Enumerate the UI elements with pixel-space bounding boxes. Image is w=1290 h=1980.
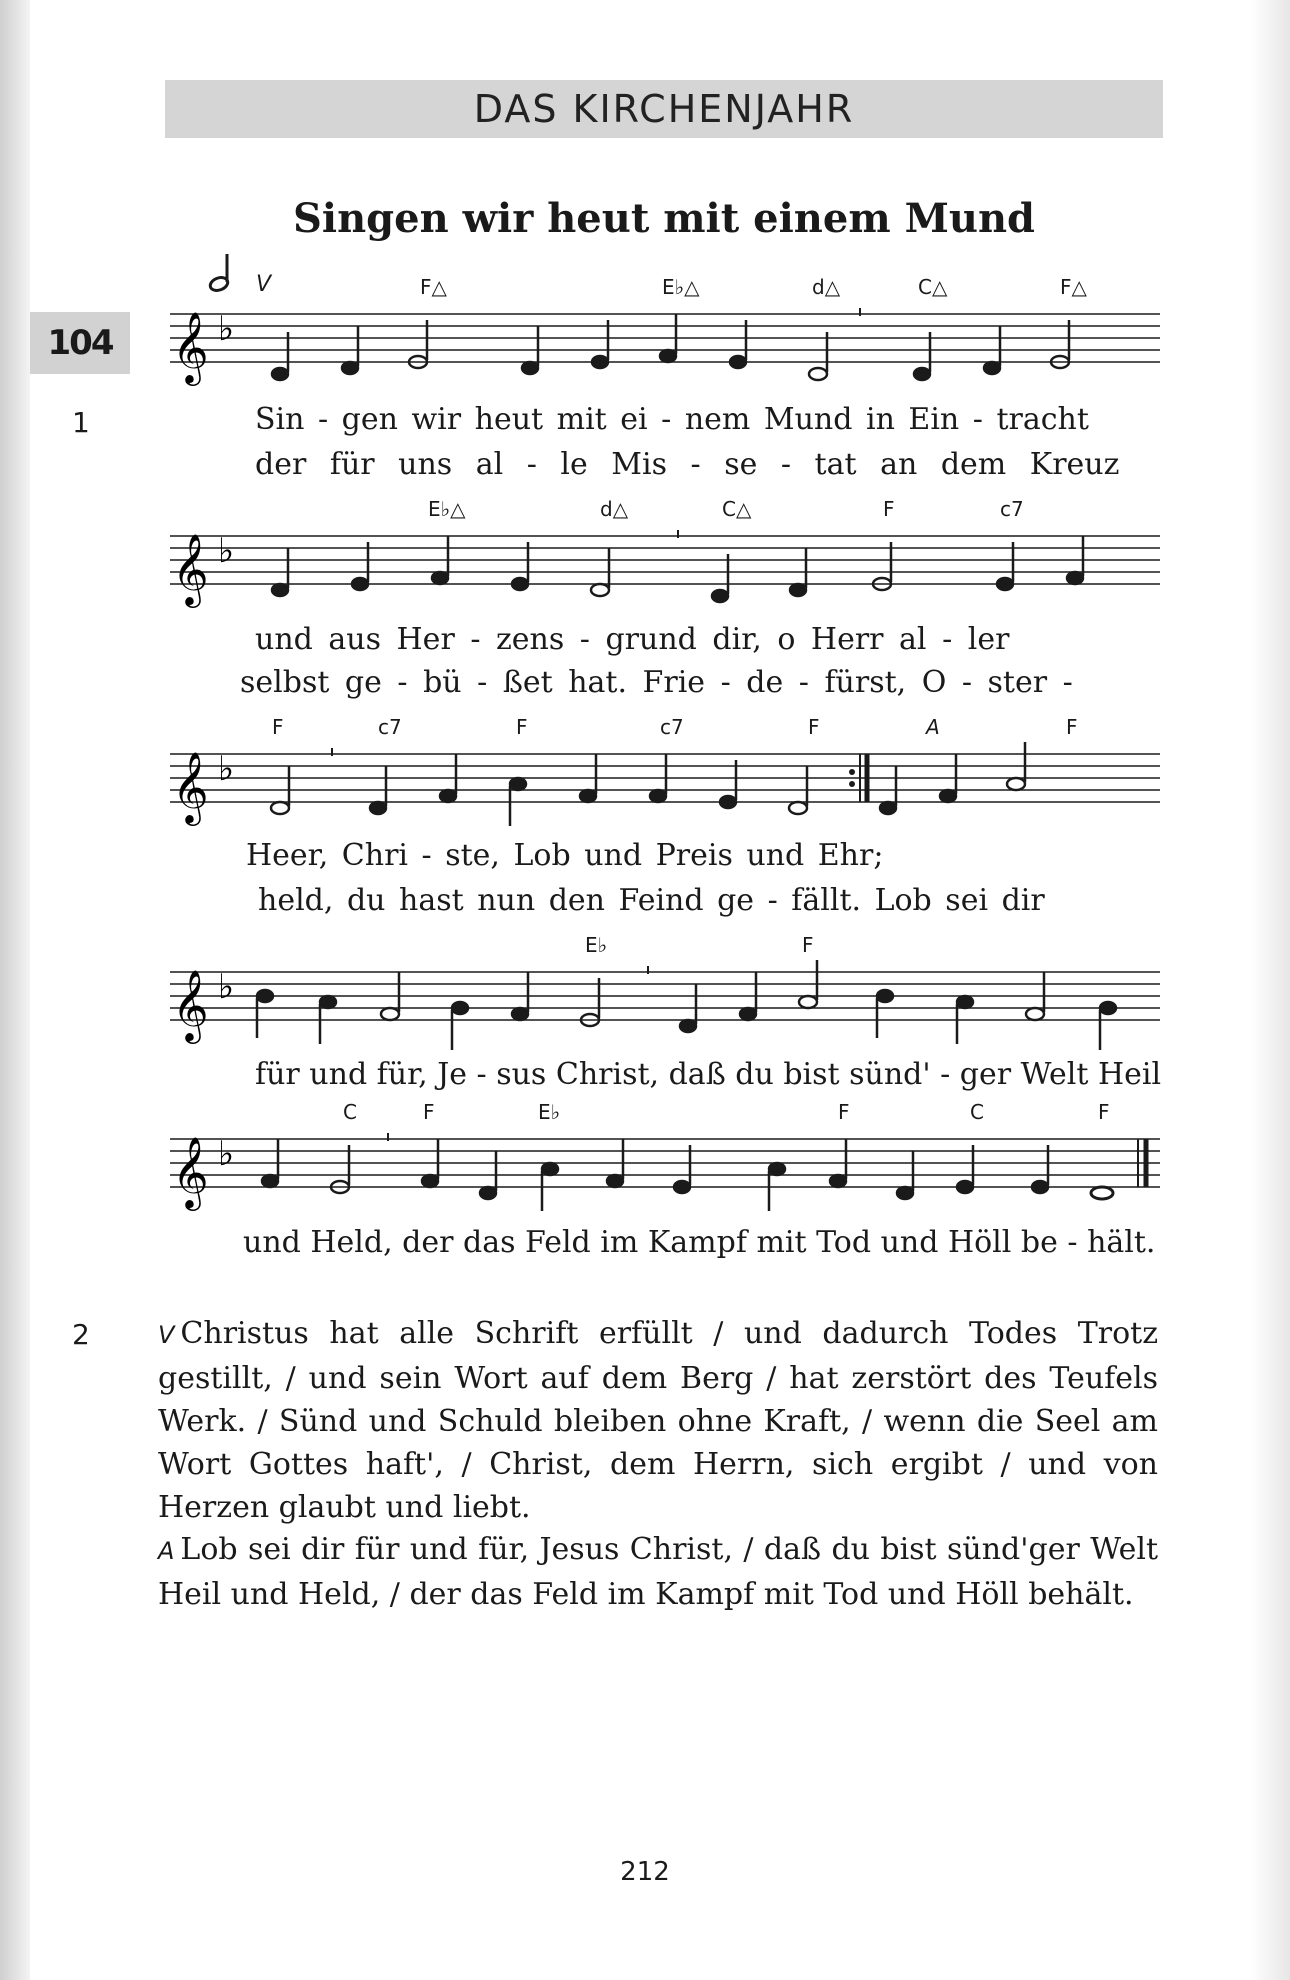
svg-text:𝄞: 𝄞	[172, 750, 209, 823]
chord-3-4: c7	[660, 715, 684, 739]
lyric-line-1a: Sin - gen wir heut mit ei - nem Mund in Ein - tracht	[255, 402, 1089, 437]
page-number: 212	[620, 1857, 670, 1887]
voice-mark-a: A	[158, 1537, 175, 1565]
svg-text:𝄞: 𝄞	[172, 1135, 209, 1208]
chord-1-1: F△	[420, 275, 447, 299]
chord-5-1: C	[343, 1100, 357, 1124]
lyric-line-1b: der für uns al - le Mis - se - tat an dem Kreuz	[255, 447, 1120, 482]
chord-3-1: F	[272, 715, 284, 739]
staff-system-4	[170, 958, 1160, 1048]
chord-5-6: F	[1098, 1100, 1110, 1124]
svg-text:♭: ♭	[218, 1134, 235, 1174]
chord-3-2: c7	[378, 715, 402, 739]
svg-text:♭: ♭	[218, 967, 235, 1007]
chord-4-1: E♭	[585, 933, 608, 957]
chord-2-1: E♭△	[428, 497, 466, 521]
half-note-tempo-icon	[205, 252, 245, 292]
chord-5-5: C	[970, 1100, 984, 1124]
song-number-badge: 104	[30, 312, 130, 374]
chord-3-7: F	[1066, 715, 1078, 739]
chord-1-3: d△	[812, 275, 841, 299]
treble-clef-icon: 𝄞	[172, 310, 209, 383]
verse-2-text	[158, 1312, 1158, 1529]
lyric-line-5: und Held, der das Feld im Kampf mit Tod und Höll be - hält.	[243, 1225, 1156, 1260]
flat-key-signature-icon: ♭	[218, 309, 235, 349]
chord-2-2: d△	[600, 497, 629, 521]
svg-text:𝄞: 𝄞	[172, 532, 209, 605]
staff-system-5	[170, 1125, 1160, 1215]
chord-1-5: F△	[1060, 275, 1087, 299]
staff-system-1	[170, 300, 1160, 390]
song-title: Singen wir heut mit einem Mund	[293, 195, 1035, 242]
voice-mark-v: V	[256, 272, 272, 297]
verse-2-body: Christus hat alle Schrift erfüllt / und dadurch Todes Trotz gestillt, / und sein Wort auf dem Berg / hat zerstört des Teufels Werk. / Sünd und Schuld bleiben ohne Kraft, / wenn die Seel am Wort Gottes haft', / Christ, dem Herrn, sich ergibt / und von Herzen glaubt und liebt.	[158, 1316, 1158, 1525]
lyric-line-3a: Heer, Chri - ste, Lob und Preis und Ehr;	[246, 838, 884, 873]
binding-gutter	[0, 0, 30, 1980]
chord-5-3: E♭	[538, 1100, 561, 1124]
chord-5-2: F	[423, 1100, 435, 1124]
svg-text:♭: ♭	[218, 531, 235, 571]
page-edge-shade	[1250, 0, 1290, 1980]
voice-mark-v2: V	[158, 1321, 175, 1349]
chord-3-5: F	[808, 715, 820, 739]
section-header: DAS KIRCHENJAHR	[165, 80, 1163, 138]
chord-1-4: C△	[918, 275, 948, 299]
refrain-text	[158, 1528, 1158, 1616]
lyric-line-2b: selbst ge - bü - ßet hat. Frie - de - fürst, O - ster -	[240, 665, 1073, 700]
chord-1-2: E♭△	[662, 275, 700, 299]
chord-2-4: F	[883, 497, 895, 521]
chord-4-2: F	[802, 933, 814, 957]
lyric-line-3b: held, du hast nun den Feind ge - fällt. Lob sei dir	[258, 883, 1045, 918]
staff-system-3	[170, 740, 1160, 830]
svg-text:♭: ♭	[218, 749, 235, 789]
svg-text:𝄞: 𝄞	[172, 968, 209, 1041]
verse-number-1: 1	[72, 406, 90, 439]
verse-number-2: 2	[72, 1318, 90, 1351]
chord-2-5: c7	[1000, 497, 1024, 521]
chord-3-3: F	[516, 715, 528, 739]
chord-3-6: A	[926, 715, 940, 739]
refrain-body: Lob sei dir für und für, Jesus Christ, / daß du bist sünd'ger Welt Heil und Held, / der das Feld im Kampf mit Tod und Höll behält.	[158, 1532, 1158, 1612]
chord-5-4: F	[838, 1100, 850, 1124]
lyric-line-2a: und aus Her - zens - grund dir, o Herr al - ler	[255, 622, 1010, 657]
staff-system-2	[170, 522, 1160, 612]
lyric-line-4: für und für, Je - sus Christ, daß du bist sünd' - ger Welt Heil	[255, 1057, 1162, 1092]
chord-2-3: C△	[722, 497, 752, 521]
